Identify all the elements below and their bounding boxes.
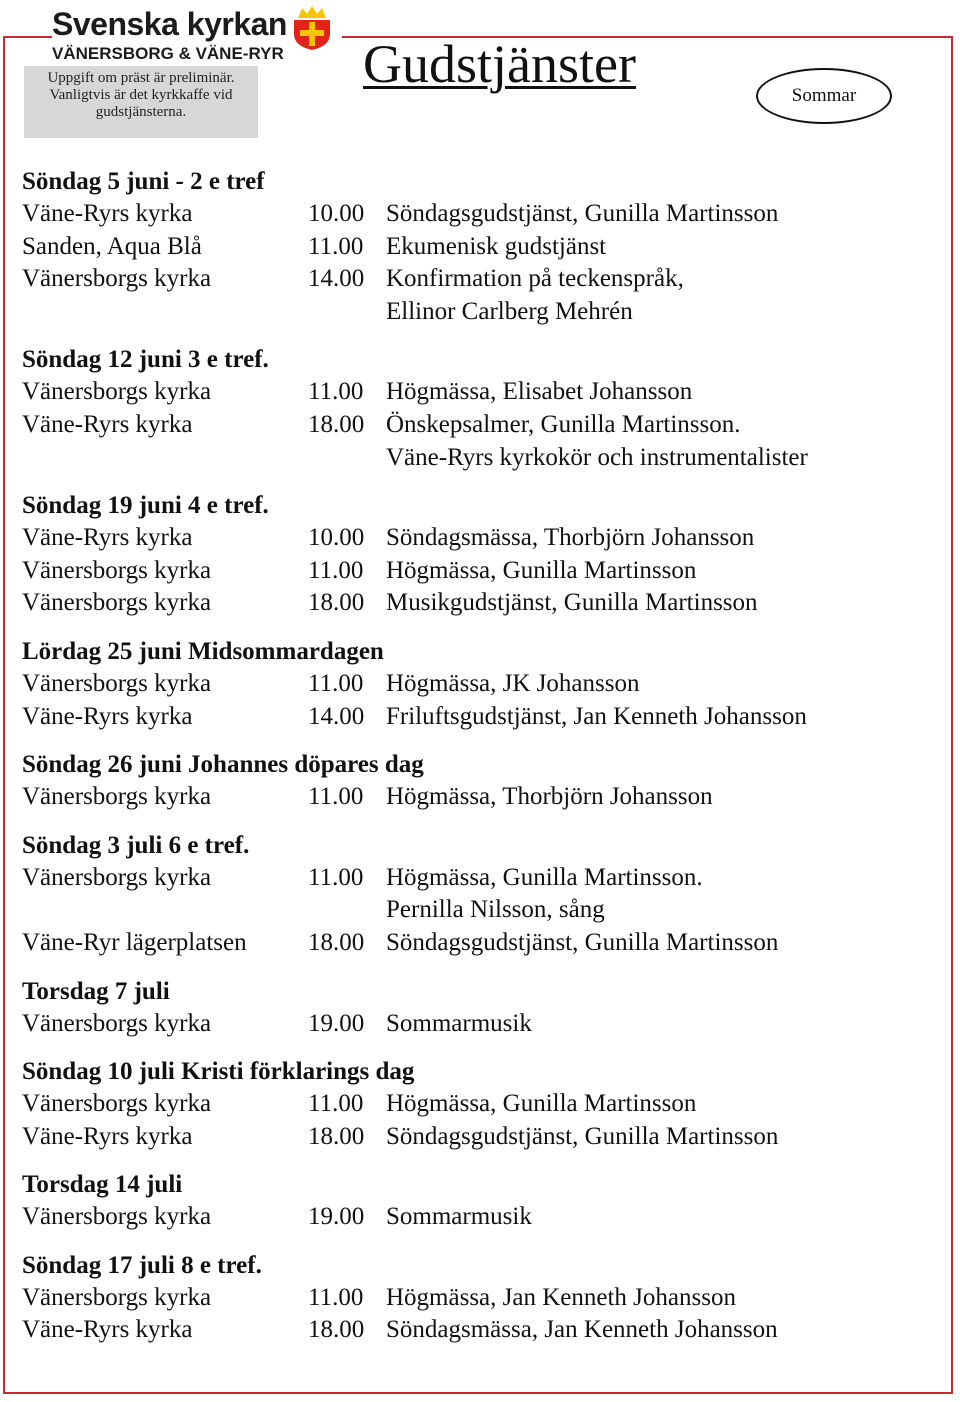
service-description: Högmässa, Jan Kenneth Johansson <box>386 1283 736 1311</box>
service-time: 18.00 <box>308 928 365 956</box>
service-time: 11.00 <box>308 1090 364 1118</box>
service-row <box>22 522 922 555</box>
service-description: Söndagsgudstjänst, Gunilla Martinsson <box>386 200 779 227</box>
day-section <box>22 1169 922 1234</box>
day-section <box>22 636 922 733</box>
service-row <box>22 1008 922 1041</box>
info-note <box>24 66 258 138</box>
service-row <box>22 1088 922 1121</box>
service-row <box>22 376 922 409</box>
service-place: Vänersborgs kyrka <box>22 378 212 406</box>
service-row <box>22 442 922 475</box>
service-time: 11.00 <box>308 863 364 891</box>
service-description: Ekumenisk gudstjänst <box>386 232 607 260</box>
service-place: Väne-Ryr lägerplatsen <box>22 928 247 956</box>
service-row <box>22 781 922 814</box>
service-time: 19.00 <box>308 1009 365 1037</box>
day-section <box>22 830 922 960</box>
service-time: 11.00 <box>308 232 364 260</box>
service-row <box>22 1314 922 1347</box>
service-row <box>22 555 922 588</box>
service-place: Vänersborgs kyrka <box>22 589 212 617</box>
service-row <box>22 409 922 442</box>
service-description: Högmässa, Gunilla Martinsson <box>386 556 697 584</box>
page-title: Gudstjänster <box>363 34 636 94</box>
day-heading: Lördag 25 juni Midsommardagen <box>22 637 384 665</box>
svenska-kyrkan-logo <box>52 6 342 62</box>
service-row <box>22 198 922 231</box>
service-description: Högmässa, Elisabet Johansson <box>386 378 693 406</box>
service-row <box>22 1121 922 1154</box>
service-place: Väne-Ryrs kyrka <box>22 410 193 438</box>
service-description: Musikgudstjänst, Gunilla Martinsson <box>386 589 758 617</box>
service-time: 18.00 <box>308 1316 365 1344</box>
day-heading: Söndag 12 juni 3 e tref. <box>22 346 269 374</box>
service-place: Väne-Ryrs kyrka <box>22 200 193 227</box>
day-section <box>22 166 922 328</box>
day-heading: Söndag 26 juni Johannes döpares dag <box>22 751 424 779</box>
day-heading: Söndag 10 juli Kristi förklarings dag <box>22 1058 415 1086</box>
service-place: Sanden, Aqua Blå <box>22 232 202 260</box>
service-row <box>22 894 922 927</box>
service-time: 11.00 <box>308 783 364 811</box>
service-time: 18.00 <box>308 410 365 438</box>
note-line: gudstjänsterna. <box>95 104 187 120</box>
service-description: Önskepsalmer, Gunilla Martinsson. <box>386 410 741 438</box>
service-time: 11.00 <box>308 1283 364 1311</box>
service-time: 14.00 <box>308 702 365 730</box>
service-place: Väne-Ryrs kyrka <box>22 1316 193 1344</box>
service-place: Vänersborgs kyrka <box>22 1203 212 1231</box>
service-time: 10.00 <box>308 524 365 552</box>
service-schedule <box>22 166 922 1363</box>
service-place: Vänersborgs kyrka <box>22 1090 212 1118</box>
service-description: Högmässa, Gunilla Martinsson. <box>386 863 703 891</box>
service-description: Högmässa, JK Johansson <box>386 669 640 697</box>
service-row <box>22 668 922 701</box>
service-time: 11.00 <box>308 669 364 697</box>
day-section <box>22 344 922 474</box>
service-time: 10.00 <box>308 200 365 227</box>
day-section <box>22 1250 922 1347</box>
service-description: Sommarmusik <box>386 1009 532 1037</box>
service-time: 11.00 <box>308 378 364 406</box>
service-place: Vänersborgs kyrka <box>22 669 212 697</box>
service-row <box>22 1201 922 1234</box>
day-section <box>22 1056 922 1153</box>
church-emblem-icon <box>292 6 332 50</box>
service-row <box>22 862 922 895</box>
service-place: Väne-Ryrs kyrka <box>22 524 193 552</box>
service-time: 19.00 <box>308 1203 365 1231</box>
service-description: Söndagsmässa, Jan Kenneth Johansson <box>386 1316 778 1344</box>
service-description: Söndagsgudstjänst, Gunilla Martinsson <box>386 1122 779 1150</box>
service-time: 18.00 <box>308 1122 365 1150</box>
day-section <box>22 976 922 1041</box>
season-badge: Sommar <box>756 68 892 124</box>
service-description: Högmässa, Thorbjörn Johansson <box>386 783 713 811</box>
service-time: 11.00 <box>308 556 364 584</box>
day-heading: Söndag 5 juni - 2 e tref <box>22 168 265 195</box>
service-description: Konfirmation på teckenspråk, <box>386 265 684 293</box>
day-heading: Söndag 3 juli 6 e tref. <box>22 831 250 859</box>
service-place: Väne-Ryrs kyrka <box>22 1122 193 1150</box>
day-section <box>22 490 922 620</box>
service-place: Väne-Ryrs kyrka <box>22 702 193 730</box>
day-heading: Torsdag 14 juli <box>22 1171 183 1199</box>
service-description: Sommarmusik <box>386 1203 532 1231</box>
logo-parish-name: VÄNERSBORG & VÄNE-RYR <box>52 44 284 63</box>
service-row <box>22 927 922 960</box>
service-row <box>22 701 922 734</box>
service-row <box>22 587 922 620</box>
service-description: Ellinor Carlberg Mehrén <box>386 297 633 325</box>
service-place: Vänersborgs kyrka <box>22 556 212 584</box>
day-section <box>22 749 922 814</box>
service-description: Friluftsgudstjänst, Jan Kenneth Johansson <box>386 702 807 730</box>
service-place: Vänersborgs kyrka <box>22 1009 212 1037</box>
service-row <box>22 1282 922 1315</box>
note-line: Uppgift om präst är preliminär. <box>47 70 235 86</box>
service-place: Vänersborgs kyrka <box>22 265 212 293</box>
service-row <box>22 296 922 329</box>
service-description: Söndagsgudstjänst, Gunilla Martinsson <box>386 928 779 956</box>
note-line: Vanligtvis är det kyrkkaffe vid <box>49 87 233 103</box>
day-heading: Söndag 19 juni 4 e tref. <box>22 492 269 520</box>
service-row <box>22 231 922 264</box>
day-heading: Söndag 17 juli 8 e tref. <box>22 1251 262 1279</box>
logo-wordmark: Svenska kyrkan <box>52 6 287 42</box>
service-description: Väne-Ryrs kyrkokör och instrumentalister <box>386 443 808 471</box>
service-description: Högmässa, Gunilla Martinsson <box>386 1090 697 1118</box>
service-place: Vänersborgs kyrka <box>22 783 212 811</box>
service-place: Vänersborgs kyrka <box>22 1283 212 1311</box>
service-description: Söndagsmässa, Thorbjörn Johansson <box>386 524 755 552</box>
service-place: Vänersborgs kyrka <box>22 863 212 891</box>
service-row <box>22 263 922 296</box>
service-time: 18.00 <box>308 589 365 617</box>
service-time: 14.00 <box>308 265 365 293</box>
day-heading: Torsdag 7 juli <box>22 977 170 1005</box>
service-description: Pernilla Nilsson, sång <box>386 896 605 924</box>
